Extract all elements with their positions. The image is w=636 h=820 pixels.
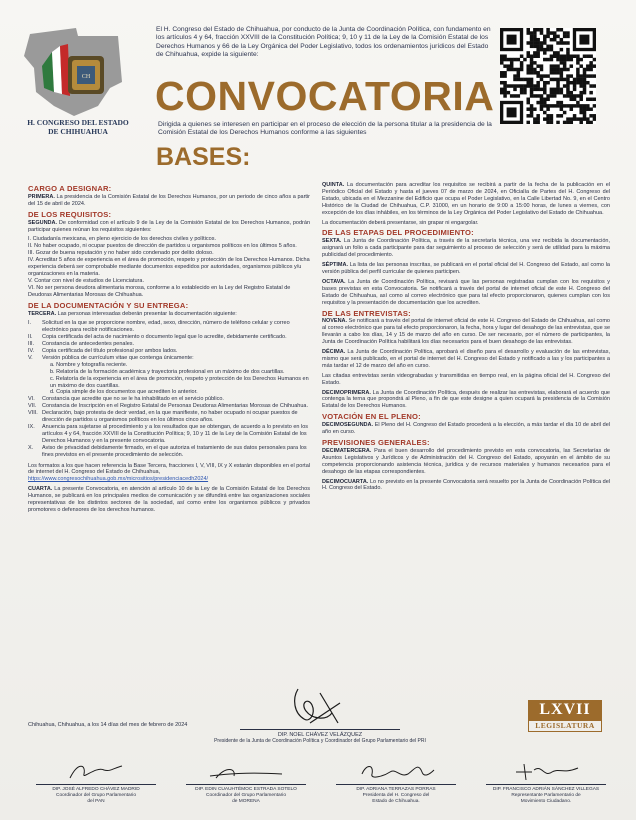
base-lead: DÉCIMA.	[322, 349, 346, 356]
base-text: La lista de las personas inscritas, se publicará en el portal oficial del H. Congreso del Estado, así como la versión pública del perfil curricular de quienes participen.	[322, 262, 610, 275]
document-item	[28, 341, 310, 348]
signatures-row	[26, 760, 616, 816]
svg-text:CH: CH	[81, 74, 91, 80]
document-item	[28, 320, 310, 334]
section-heading-previsiones: PREVISIONES GENERALES:	[322, 438, 430, 447]
left-column	[28, 182, 310, 517]
item-number: II.	[28, 334, 33, 341]
institution-name	[14, 118, 142, 136]
document-subitem	[28, 362, 310, 369]
base-lead: NOVENA.	[322, 318, 348, 325]
base-lead: SEGUNDA.	[28, 219, 58, 226]
document-subitem	[28, 376, 310, 390]
base-decima-note: Las citadas entrevistas serán videograbadas y transmitidas en tiempo real, en la página oficial del H. Congreso del Estado.	[322, 372, 610, 386]
signer-role: Estado de Chihuahua.	[372, 798, 420, 804]
section-heading-cargo: CARGO A DESIGNAR:	[28, 184, 112, 193]
base-lead: CUARTA.	[28, 486, 53, 493]
item-text: d. Copia simple de los documentos que acrediten lo anterior.	[50, 389, 198, 396]
base-quinta	[322, 182, 610, 217]
document-item	[28, 396, 310, 403]
base-primera	[28, 194, 310, 208]
base-lead: DECIMOSEGUNDA.	[322, 422, 374, 429]
base-decimocuarta	[322, 479, 610, 493]
item-text: c. Relatoría de la experiencia en el área de promoción, respeto y protección de los Derechos Humanos en un máximo de dos cuartillas.	[50, 375, 309, 389]
item-number	[36, 376, 50, 390]
document-item	[28, 410, 310, 424]
item-text: a. Nombre y fotografía reciente.	[50, 361, 128, 368]
formats-text: Los formatos a los que hacen referencia la Base Tercera, fracciones I, V, VIII, IX y X estarán disponibles en el portal de internet del H. Congreso del Estado de Chihuahua,	[28, 462, 310, 476]
item-text: Aviso de privacidad debidamente firmado, en el que autoriza el tratamiento de sus datos personales para los fines previstos en el presente procedimiento de selección.	[42, 444, 307, 458]
signer-role: Presidenta del H. Congreso del	[362, 792, 430, 798]
legislatura-number: LXVII	[528, 700, 602, 720]
base-text: La Junta de Coordinación Política, aprobará el diseño para el desarrollo y evaluación de las entrevistas, mismo que será publicado, en el portal de internet del H. Congreso del Estado y notificado a las y los participantes a más tardar el 12 de marzo del año en curso.	[322, 349, 610, 369]
base-lead: SÉPTIMA.	[322, 262, 348, 269]
signer-name: DIP. FRANCISCO ADRIÁN SÁNCHEZ VILLEGAS	[492, 787, 600, 792]
base-text: La Junta de Coordinación Política, después de realizar las entrevistas, elaborará el acuerdo que contenga la terna que propondrá al Pleno, a fin de que este designe a quien ocupará la presidencia de la Comisión Estatal de los Derechos Humanos.	[322, 389, 610, 410]
requirement-item: IV. Acreditar 5 años de experiencia en el área de promoción, respeto y protección de los Derechos Humanos. Dicha experiencia deberá ser comprobable mediante documentos expedidos por autoridades, organismos públicos y/u organizaciones en la materia.	[28, 257, 310, 277]
item-text: Constancia de Inscripción en el Registro Estatal de Personas Deudoras Alimentarias Morosas de Chihuahua.	[42, 403, 308, 410]
item-number: VII.	[28, 403, 37, 410]
base-text: Lo no previsto en la presente Convocatoria será resuelto por la Junta de Coordinación Política del H. Congreso del Estado.	[322, 478, 610, 492]
base-text: Las personas interesadas deberán presentar la documentación siguiente:	[56, 310, 237, 317]
base-cuarta	[28, 486, 310, 514]
item-number: VI.	[28, 396, 35, 403]
signer-role: Movimiento Ciudadano.	[520, 798, 572, 804]
congress-logo	[14, 22, 142, 142]
item-number	[36, 362, 50, 369]
signer-role: Coordinador del Grupo Parlamentario	[206, 792, 286, 798]
base-text: La presidencia de la Comisión Estatal de los Derechos Humanos, por un periodo de cinco años a partir del 15 de abril de 2024.	[28, 193, 310, 207]
item-text: Declaración, bajo protesta de decir verdad, en la que manifieste, no haber ocupado ni ocupar puestos de dirección de partidos u organismos políticos en los últimos cinco años.	[42, 410, 298, 424]
document-subitem	[28, 389, 310, 396]
base-segunda	[28, 220, 310, 234]
base-quinta-note: La documentación deberá presentarse, sin grapar ni engargolar.	[322, 219, 479, 226]
signer-name: DIP. EDIN CUAUHTÉMOC ESTRADA SOTELO	[195, 787, 297, 792]
base-text: La presente Convocatoria, en atención al artículo 10 de la Ley de la Comisión Estatal de los Derechos Humanos, se publicará en los principales medios de comunicación y se difundirá entre las organizaciones sociales representativas de los distintos sectores de la sociedad, así como entre los organismos públicos y privados promotores o defensores de los derechos humanos.	[28, 486, 310, 513]
item-text: b. Relatoría de la formación académica y trayectoria profesional en un máximo de dos cuartillas.	[50, 368, 285, 375]
item-number: IV.	[28, 348, 35, 355]
base-lead: OCTAVA.	[322, 278, 346, 285]
signer-role: del PAN	[87, 798, 105, 804]
base-decima	[322, 349, 610, 370]
institution-line-2: DE CHIHUAHUA	[48, 127, 108, 136]
base-text: De conformidad con el artículo 9 de la Ley de la Comisión Estatal de los Derechos Humanos, podrán participar quienes reúnan los requisitos siguientes:	[28, 219, 310, 233]
document-subitem	[28, 369, 310, 376]
formats-link[interactable]: https://www.congresochihuahua.gob.mx/micrositios/presidenciacedh2024/	[28, 476, 209, 483]
item-text: Versión pública de currículum vitae que contenga únicamente:	[42, 354, 194, 361]
item-number	[36, 389, 50, 396]
handwritten-signature-icon	[206, 760, 286, 782]
signer-role: Coordinador del Grupo Parlamentario	[56, 792, 136, 798]
base-decimoprimera	[322, 390, 610, 411]
requirement-item: III. Gozar de buena reputación y no haber sido condenado por delito doloso.	[28, 250, 214, 257]
signer-role: Representante Parlamentario de	[511, 792, 581, 798]
handwritten-signature-icon	[280, 683, 360, 727]
base-novena	[322, 318, 610, 346]
base-text: La Junta de Coordinación Política, a través de la secretaría técnica, una vez recibida la documentación, asignará un folio a cada participante para dar seguimiento al proceso de selección y será de utilidad para la máxima publicidad del procedimiento.	[322, 238, 610, 259]
signer-name: DIP. JOSÉ ALFREDO CHÁVEZ MADRID	[52, 787, 140, 792]
qr-code-icon	[500, 28, 596, 124]
base-lead: SEXTA.	[322, 238, 342, 245]
section-heading-votacion: VOTACIÓN EN EL PLENO:	[322, 412, 421, 422]
item-text: Copia certificada del acta de nacimiento o documento legal que lo acredite, debidamente certificado.	[42, 334, 287, 341]
item-text: Solicitud en la que se proporcione nombre, edad, sexo, dirección, número de teléfono celular y correo electrónico para recibir notificaciones.	[42, 320, 290, 334]
signer-name: DIP. NOEL CHÁVEZ VELÁZQUEZ	[277, 732, 363, 738]
item-number: V.	[28, 354, 33, 361]
institution-line-1: H. CONGRESO DEL ESTADO	[27, 118, 129, 127]
signature-block	[326, 760, 466, 804]
base-tercera	[28, 311, 310, 318]
directed-text: Dirigida a quienes se interesen en participar en el proceso de elección de la persona titular a la presidencia de la Comisión Estatal de los Derechos Humanos conforme a las siguientes	[158, 121, 492, 137]
base-lead: QUINTA.	[322, 182, 345, 188]
item-text: Anuencia para sujetarse al procedimiento y a los resultados que se obtengan, de acuerdo a lo previsto en los artículos 4 y 64, fracción XXVIII de la Constitución Política; 9, 10 y 11 de la Ley de la Comisión Estatal de los Derechos Humanos y en la presente convocatoria.	[42, 424, 309, 444]
document-title: CONVOCATORIA	[155, 73, 495, 119]
base-lead: DECIMOCUARTA.	[322, 478, 369, 485]
document-item	[28, 348, 310, 355]
documents-list	[28, 320, 310, 458]
requirements-list	[28, 236, 310, 298]
document-item	[28, 334, 310, 341]
signature-block	[26, 760, 166, 804]
base-lead: TERCERA.	[28, 310, 57, 317]
header	[0, 0, 636, 171]
requirement-item: V. Contar con nivel de estudios de Licenciatura.	[28, 277, 144, 284]
base-septima	[322, 262, 610, 276]
formats-paragraph	[28, 463, 310, 484]
item-text: Copia certificada del título profesional por ambos lados.	[42, 348, 178, 355]
handwritten-signature-icon	[512, 760, 582, 782]
signing-date: Chihuahua, Chihuahua, a los 14 días del mes de febrero de 2024	[28, 722, 188, 728]
base-lead: DECIMOPRIMERA.	[322, 389, 371, 396]
bases-heading: BASES:	[156, 143, 251, 171]
intro-text: El H. Congreso del Estado de Chihuahua, por conducto de la Junta de Coordinación Política, con fundamento en los artículos 4 y 64, fracción XXVIII de la Constitución Política; 9, 10 y 11 de la Ley de la Comisión Estatal de los Derechos Humanos y 66 de la Ley Orgánica del Poder Legislativo, todos los ordenamientos jurídicos del Estado de Chihuahua, expide la siguiente:	[156, 26, 491, 58]
right-column	[322, 182, 610, 495]
signature-block	[176, 760, 316, 804]
base-text: Para el buen desarrollo del procedimiento previsto en esta convocatoria, las Secretarías de Asuntos Legislativos y Jurídicos y de Administración del H. Congreso del Estado, apoyarán en el ámbito de su competencia proporcionando asistencia técnica, jurídica y de recursos materiales y humanos necesarios para el desahogo de las etapas correspondientes.	[322, 447, 610, 475]
section-heading-entrevistas: DE LAS ENTREVISTAS:	[322, 308, 411, 318]
qr-code	[500, 28, 596, 124]
legislatura-badge	[528, 700, 602, 732]
document-item	[28, 445, 310, 459]
main-signature-block	[200, 683, 440, 744]
item-number: VIII.	[28, 410, 38, 417]
section-heading-etapas: DE LAS ETAPAS DEL PROCEDIMIENTO:	[322, 228, 474, 238]
base-text: La Junta de Coordinación Política, revisará que las personas registradas cumplan con los requisitos y bases previstas en esta Convocatoria. Se notificará a través del portal de internet oficial de este H. Congreso del Estado de Chihuahua, así como al correo electrónico que para tal efecto proporcionaron, quienes cumplan con los requisitos y la presentación de documentación que los acrediten.	[322, 278, 610, 306]
item-number: III.	[28, 341, 35, 348]
item-text: Constancia que acredite que no se le ha inhabilitado en el servicio público.	[42, 396, 224, 403]
item-number	[36, 369, 50, 376]
signer-role: Presidente de la Junta de Coordinación Política y Coordinador del Grupo Parlamentario del PRI	[214, 738, 426, 744]
requirement-item: VI. No ser persona deudora alimentaria morosa, conforme a lo establecido en la Ley del Registro Estatal de Deudoras Alimentarias Morosas de Chihuahua.	[28, 284, 291, 298]
base-lead: PRIMERA.	[28, 193, 55, 200]
signature-block	[476, 760, 616, 804]
signer-role: de MORENA	[232, 798, 260, 804]
base-sexta	[322, 238, 610, 259]
base-text: Se notificará a través del portal de internet oficial de este H. Congreso del Estado de Chihuahua, así como al correo electrónico que para tal efecto proporcionaron, la fecha, hora y lugar del desahogo de las entrevistas, que se llevarán a cabo los días, 14 y 15 de marzo del año en curso. De ser necesario, por el número de participantes, la Junta de Coordinación Política habilitará los días necesarios para el buen desahogo de las entrevistas.	[322, 318, 611, 346]
base-text: El Pleno del H. Congreso del Estado procederá a la elección, a más tardar el día 10 de abril del año en curso.	[322, 422, 610, 436]
document-item	[28, 424, 310, 445]
section-heading-documentacion: DE LA DOCUMENTACIÓN Y SU ENTREGA:	[28, 300, 189, 310]
base-octava	[322, 279, 610, 307]
base-decimosegunda	[322, 422, 610, 436]
base-decimatercera	[322, 448, 610, 476]
handwritten-signature-icon	[356, 760, 436, 782]
requirement-item: II. No haber ocupado, ni ocupar puestos de dirección de partidos u organismos políticos en los últimos 5 años.	[28, 243, 297, 250]
item-number: X.	[28, 444, 34, 451]
handwritten-signature-icon	[66, 760, 126, 782]
section-heading-requisitos: DE LOS REQUISITOS:	[28, 209, 112, 219]
requirement-item: I. Ciudadanía mexicana, en pleno ejercicio de los derechos civiles y políticos.	[28, 236, 217, 243]
signer-name: DIP. ADRIANA TERRAZAS PORRAS	[356, 787, 436, 792]
base-text: La documentación para acreditar los requisitos se recibirá a partir de la fecha de la publicación en el Periódico Oficial del Estado y hasta el jueves 07 de marzo de 2024, en Oficialía de Partes del H. Congreso del Estado, ubicada en el Mezzanine del Edificio que ocupa el Poder Legislativo, en la Calle Libertad No. 9, en el Centro Histórico de la Ciudad de Chihuahua, C.P. 31000, en un horario de 9:00 a 15:00 horas, de lunes a viernes, con excepción de los días inhábiles, en los términos de la Ley Orgánica del Poder Legislativo del Estado de Chihuahua.	[322, 182, 610, 216]
item-number: IX.	[28, 424, 35, 430]
document-item	[28, 355, 310, 362]
base-lead: DECIMATERCERA.	[322, 447, 372, 454]
document-item	[28, 403, 310, 410]
item-number: I.	[28, 320, 32, 327]
legislatura-label: LEGISLATURA	[528, 720, 602, 732]
item-text: Constancia de antecedentes penales.	[42, 341, 135, 348]
